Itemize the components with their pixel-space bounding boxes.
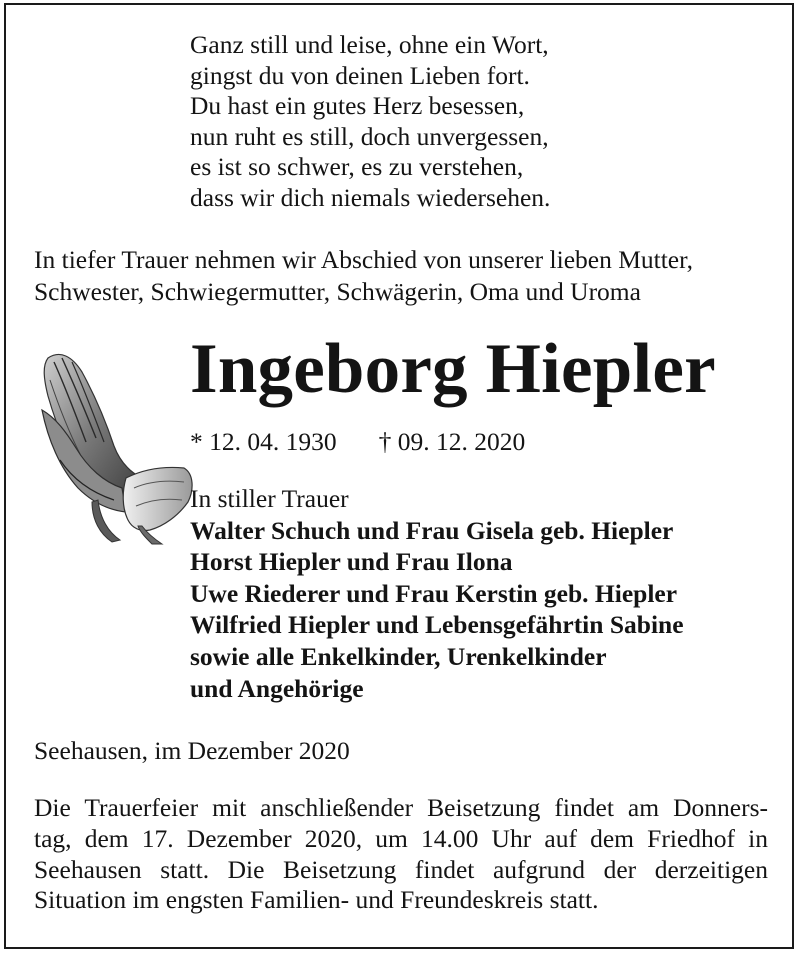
intro-line: Schwester, Schwiegermutter, Schwägerin, Oma und Uroma [34, 276, 641, 306]
birth-date: * 12. 04. 1930 [190, 427, 337, 456]
deceased-name: Ingeborg Hiepler [190, 330, 716, 408]
mourner-name: Uwe Riederer und Frau Kerstin geb. Hiepler [190, 578, 678, 608]
place-and-date: Seehausen, im Dezember 2020 [34, 736, 350, 765]
mourner-name: sowie alle Enkelkinder, Urenkelkinder [190, 641, 607, 671]
funeral-notice [34, 793, 768, 916]
poem [190, 30, 550, 214]
notice-line: Situation im engsten Familien- und Freundeskreis statt. [34, 885, 599, 915]
life-dates [190, 426, 525, 458]
notice-line: tag, dem 17. Dezember 2020, um 14.00 Uhr auf dem Friedhof in [34, 823, 768, 853]
mourner-name: und Angehörige [190, 673, 364, 703]
poem-line: Du hast ein gutes Herz besessen, [190, 91, 525, 121]
notice-line: Die Trauerfeier mit anschließender Beisetzung findet am Donners- [34, 793, 768, 822]
mourners-lead: In stiller Trauer [190, 484, 349, 513]
mourners-block [190, 483, 684, 704]
poem-line: dass wir dich niemals wiedersehen. [190, 182, 551, 212]
mourner-name: Horst Hiepler und Frau Ilona [190, 547, 513, 577]
intro-text [34, 244, 774, 307]
notice-line: Seehausen statt. Die Beisetzung findet aufgrund der derzeitigen [34, 854, 768, 884]
praying-hands-icon [38, 350, 196, 546]
poem-line: Ganz still und leise, ohne ein Wort, [190, 30, 549, 59]
death-date: † 09. 12. 2020 [378, 427, 526, 456]
mourner-name: Wilfried Hiepler und Lebensgefährtin Sabine [190, 610, 684, 640]
mourner-name: Walter Schuch und Frau Gisela geb. Hiepler [190, 515, 674, 545]
poem-line: gingst du von deinen Lieben fort. [190, 60, 530, 90]
intro-line: In tiefer Trauer nehmen wir Abschied von unserer lieben Mutter, [34, 245, 693, 274]
poem-line: es ist so schwer, es zu verstehen, [190, 152, 524, 182]
poem-line: nun ruht es still, doch unvergessen, [190, 121, 549, 151]
